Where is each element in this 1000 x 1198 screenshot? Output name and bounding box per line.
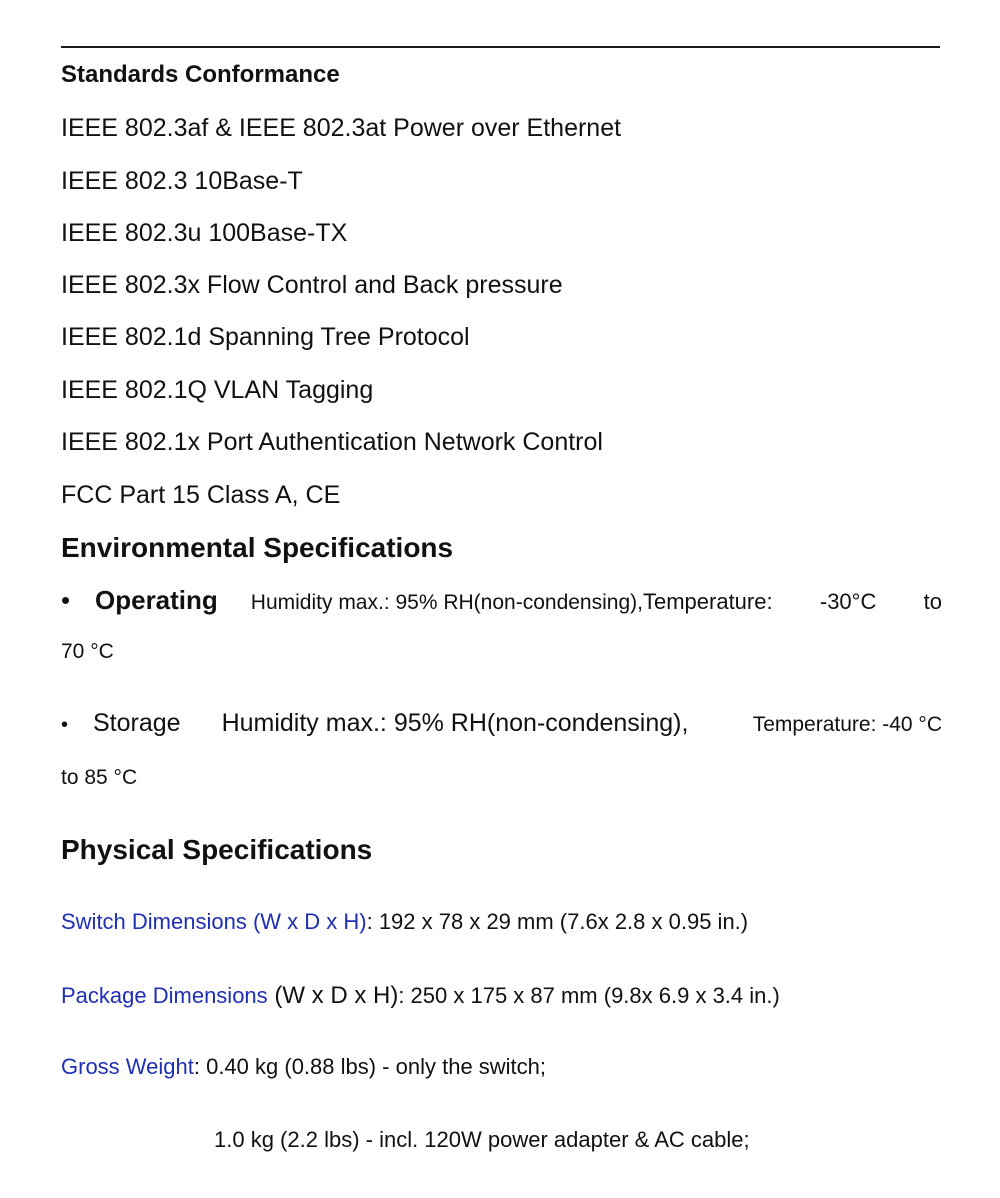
standard-item: IEEE 802.1x Port Authentication Network Control — [61, 428, 603, 456]
package-dimensions-suffix: (W x D x H) — [267, 982, 399, 1009]
storage-label: Storage — [93, 709, 181, 737]
gross-weight-value-2: 1.0 kg (2.2 lbs) - incl. 120W power adapter & AC cable; — [214, 1127, 750, 1152]
standard-item: IEEE 802.1d Spanning Tree Protocol — [61, 323, 470, 351]
operating-label: Operating — [95, 585, 218, 615]
top-divider — [61, 46, 940, 48]
standard-item: IEEE 802.3x Flow Control and Back pressure — [61, 271, 563, 299]
standard-item: IEEE 802.3af & IEEE 802.3at Power over Ethernet — [61, 114, 622, 142]
gross-weight-value: : 0.40 kg (0.88 lbs) - only the switch; — [193, 1054, 547, 1079]
switch-dimensions-row — [61, 911, 748, 933]
standard-item: IEEE 802.3 10Base-T — [61, 167, 303, 195]
storage-row — [61, 711, 942, 736]
standards-title: Standards Conformance — [61, 61, 340, 88]
switch-dimensions-label: Switch Dimensions (W x D x H) — [61, 909, 367, 934]
gross-weight-label: Gross Weight — [61, 1054, 194, 1079]
package-dimensions-value: : 250 x 175 x 87 mm (9.8x 6.9 x 3.4 in.) — [398, 983, 780, 1008]
standard-item: FCC Part 15 Class A, CE — [61, 481, 341, 509]
physical-title: Physical Specifications — [61, 834, 373, 865]
operating-temperature-value: -30°C — [819, 589, 877, 614]
standard-item: IEEE 802.3u 100Base-TX — [61, 219, 348, 247]
package-dimensions-label: Package Dimensions — [61, 983, 268, 1008]
gross-weight-row — [61, 1056, 546, 1078]
storage-temperature: Temperature: -40 °C — [752, 713, 942, 736]
package-dimensions-row — [61, 984, 780, 1008]
standard-item: IEEE 802.1Q VLAN Tagging — [61, 376, 374, 404]
bullet-icon: • — [61, 714, 69, 736]
operating-continuation: 70 °C — [61, 640, 114, 663]
operating-to: to — [923, 589, 942, 614]
operating-row — [61, 587, 942, 613]
bullet-icon: • — [61, 585, 71, 615]
storage-continuation: to 85 °C — [61, 766, 138, 789]
storage-humidity: Humidity max.: 95% RH(non-condensing), — [221, 709, 689, 737]
operating-temperature-label: Temperature: — [642, 589, 773, 614]
environmental-title: Environmental Specifications — [61, 532, 454, 563]
operating-humidity: Humidity max.: 95% RH(non-condensing), — [250, 591, 643, 614]
switch-dimensions-value: : 192 x 78 x 29 mm (7.6x 2.8 x 0.95 in.) — [366, 909, 749, 934]
